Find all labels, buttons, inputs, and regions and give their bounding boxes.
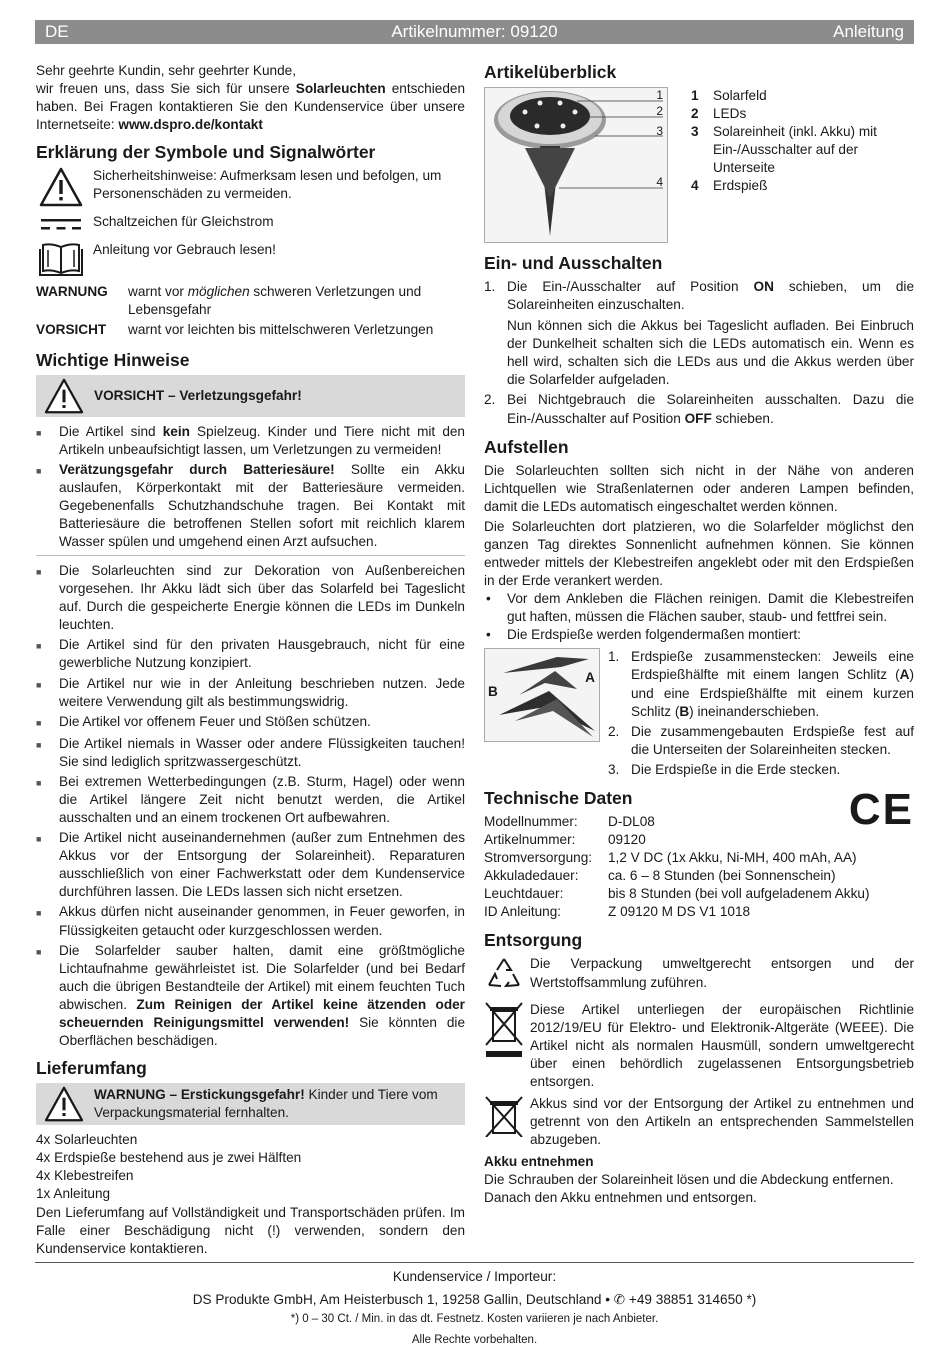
list-item: ■ Die Artikel nur wie in der Anleitung beschrieben nutzen. Jede weitere Verwendung gilt als bestimmungswidrig.: [36, 675, 465, 709]
list-item: ■ Die Artikel sind für den privaten Hausgebrauch, nicht für eine gewerbliche Nutzung konzipiert.: [36, 637, 465, 671]
ground-stake-icon: [485, 649, 599, 741]
left-column: [36, 62, 465, 1258]
tech-title: Technische Daten: [484, 787, 633, 808]
tech-row: Modellnummer: D-DL08: [484, 813, 655, 829]
setup-bullet: • Die Erdspieße werden folgendermaßen montiert:: [486, 627, 801, 643]
scope-item: 4x Klebestreifen: [36, 1168, 134, 1184]
list-item: ■ Die Solarfelder sauber halten, damit eine größtmögliche Lichtaufnahme gewährleistet ist. Die Solarfelder (und bei Bedarf auch die übrigen Bestandteile der Artikel) mit einem feuchten Tuch abwischen. Zum Reinigen der Artikel keine ätzenden oder scheuernden Reinigungsmittel verwenden! Sie könnten die Oberflächen beschädigen.: [36, 942, 465, 1048]
tech-row: Leuchtdauer: bis 8 Stunden (bei voll aufgeladenem Akku): [484, 886, 870, 902]
list-item: ■ Die Artikel nicht auseinandernehmen (außer zum Entnehmen des Akkus vor der Entsorgung der Solareinheit). Reparaturen ausschließlich von einer Fachwerkstatt oder dem Kundenservice durchführen lassen. Die LEDs lassen sich nicht ersetzen.: [36, 830, 465, 900]
symbol-dc: Schaltzeichen für Gleichstrom: [36, 213, 465, 235]
callout-3: 3: [656, 124, 663, 138]
product-illustration: [484, 87, 668, 243]
list-item: ■ Akkus dürfen nicht auseinander genommen, in Feuer geworfen, in Flüssigkeiten getaucht oder kurzgeschlossen werden.: [36, 904, 465, 938]
footer: [35, 1262, 914, 1349]
caution-box: VORSICHT – Verletzungsgefahr!: [36, 375, 465, 417]
disposal-packaging: Die Verpackung umweltgerecht entsorgen und der Wertstoffsammlung zuführen.: [484, 955, 914, 996]
warning-triangle-icon: [40, 1086, 88, 1122]
scope-item: 4x Erdspieße bestehend aus je zwei Hälften: [36, 1150, 302, 1166]
switch-step: 2. Bei Nichtgebrauch die Solareinheiten ausschalten. Dazu die Ein-/Ausschalter auf Position OFF schieben.: [484, 392, 914, 426]
assembly-step: 2. Die zusammengebauten Erdspieße fest auf die Unterseiten der Solareinheiten stecken.: [608, 723, 914, 757]
stake-label-a: A: [585, 670, 595, 686]
callout-2: 2: [656, 104, 663, 118]
switching-title: Ein- und Ausschalten: [484, 253, 663, 273]
signal-caution: VORSICHT warnt vor leichten bis mittelschweren Verletzungen: [36, 322, 434, 338]
part-item: 1 Solarfeld: [691, 88, 767, 103]
divider: [36, 555, 465, 556]
setup-text: Die Solarleuchten dort platzieren, wo die Solarfelder möglichst den ganzen Tag direktes Sonnenlicht aufnehmen können. Sie können entweder mittels der Klebestreifen angeklebt oder mit den Erdspießen in der Erde verankert werden.: [484, 518, 914, 589]
header-bar: [35, 20, 914, 44]
setup-bullet: • Vor dem Ankleben die Flächen reinigen. Damit die Klebestreifen gut haften, müssen die Flächen sauber, staub- und fettfrei sein.: [486, 591, 914, 625]
symbol-manual: Anleitung vor Gebrauch lesen!: [36, 241, 465, 277]
tech-section: [484, 784, 914, 921]
scope-item: 1x Anleitung: [36, 1186, 111, 1202]
overview-section: [484, 87, 914, 243]
battery-removal-text: Die Schrauben der Solareinheit lösen und die Abdeckung entfernen. Danach den Akku entnehmen und entsorgen.: [484, 1172, 894, 1206]
part-item: 3 Solareinheit (inkl. Akku) mit Ein-/Ausschalter auf der Unterseite: [691, 124, 877, 176]
parts-list: [691, 87, 914, 243]
switch-step: 1. Die Ein-/Ausschalter auf Position ON schieben, um die Solareinheiten einzuschalten.: [484, 279, 914, 313]
intro-text: wir freuen uns, dass Sie sich für unsere Solarleuchten entschieden haben. Bei Fragen kontaktieren Sie den Kundenservice über unsere Internetseite: www.dspro.de/kontakt: [36, 81, 466, 133]
greeting: Sehr geehrte Kundin, sehr geehrter Kunde,: [36, 63, 296, 78]
warning-triangle-icon: [36, 167, 86, 207]
list-item: ■ Die Artikel niemals in Wasser oder andere Flüssigkeiten tauchen! Sie sind lediglich spritzwassergeschützt.: [36, 735, 465, 769]
list-item: ■ Die Solarleuchten sind zur Dekoration von Außenbereichen vorgesehen. Ihr Akku lädt sich über das Solarfeld bei Tageslicht auf. Durch die gespeicherte Energie können die LEDs im Dunkeln leuchten.: [36, 563, 465, 633]
tech-row: Akkuladedauer: ca. 6 – 8 Stunden (bei Sonnenschein): [484, 868, 836, 884]
right-column: [484, 62, 914, 1207]
article-number: Artikelnummer: 09120: [391, 22, 558, 41]
assembly-step: 3. Die Erdspieße in die Erde stecken.: [608, 761, 841, 777]
list-item: ■ Die Artikel vor offenem Feuer und Stößen schützen.: [36, 713, 371, 729]
document-type: Anleitung: [833, 22, 904, 41]
assembly-steps: [608, 648, 914, 779]
signal-warning: WARNUNG warnt vor möglichen schweren Verletzungen und Lebensgefahr: [36, 284, 422, 318]
footer-cost-note: *) 0 – 30 Ct. / Min. in das dt. Festnetz. Kosten variieren je nach Anbieter.: [290, 1313, 659, 1326]
crossed-bin-icon: [484, 1001, 526, 1091]
scope-note: Den Lieferumfang auf Vollständigkeit und Transportschäden prüfen. Im Falle einer Beschädigung nicht (!) verwenden, sondern den Kundenservice kontaktieren.: [36, 1204, 465, 1256]
switch-note: Nun können sich die Akkus bei Tageslicht aufladen. Bei Einbruch der Dunkelheit schalten sich die LEDs automatisch ein. Wenn es hell wird, schalten sich die LEDs aus und die Akkus werden über die Solarfelder aufgeladen.: [507, 318, 914, 388]
list-item: ■ Bei extremen Wetterbedingungen (z.B. Sturm, Hagel) oder wenn die Artikel längere Zeit nicht benutzt werden, die Artikel ausschalten und an einem trockenen Ort aufbewahren.: [36, 773, 465, 826]
stake-assembly: [484, 648, 914, 779]
disposal-battery: Akkus sind vor der Entsorgung der Artikel zu entnehmen und getrennt von den Artikeln an entsprechenden Sammelstellen abzugeben.: [484, 1095, 914, 1149]
setup-title: Aufstellen: [484, 436, 569, 457]
ce-mark-icon: CE: [848, 784, 914, 834]
tech-row: ID Anleitung: Z 09120 M DS V1 1018: [484, 904, 751, 920]
overview-title: Artikelüberblick: [484, 62, 617, 82]
stake-label-b: B: [488, 684, 498, 700]
list-item: ■ Die Artikel sind kein Spielzeug. Kinder und Tiere nicht mit den Artikeln unbeaufsichtigt lassen, um Verletzungen zu vermeiden!: [36, 423, 465, 457]
setup-text: Die Solarleuchten sollten sich nicht in der Nähe von anderen Lichtquellen wie Straßenlaternen oder anderen Lampen befinden, damit die LEDs automatisch eingeschaltet werden können.: [484, 462, 914, 514]
warning-triangle-icon: [40, 378, 88, 414]
scope-title: Lieferumfang: [36, 1058, 147, 1079]
symbols-title: Erklärung der Symbole und Signalwörter: [36, 142, 376, 163]
solar-light-icon: [485, 88, 667, 242]
hints-title: Wichtige Hinweise: [36, 349, 190, 370]
callout-1: 1: [656, 88, 663, 102]
tech-row: Stromversorgung: 1,2 V DC (1x Akku, Ni-MH, 400 mAh, AA): [484, 850, 857, 866]
list-item: ■ Verätzungsgefahr durch Batteriesäure! Sollte ein Akku auslaufen, Körperkontakt mit der Batteriesäure vermeiden. Gegebenenfalls Schutzhandschuhe tragen. Bei Kontakt mit Batteriesäure die betroffenen Stellen sofort mit reichlich klarem Wasser spülen und umgehend einen Arzt aufsuchen.: [36, 461, 465, 550]
assembly-step: 1. Erdspieße zusammenstecken: Jeweils eine Erdspießhälfte mit einem langen Schlitz (A) und eine Erdspießhälfte mit einem kurzen Schlitz (B) ineinanderschieben.: [608, 649, 914, 719]
choking-warning-box: WARNUNG – Erstickungsgefahr! Kinder und Tiere vom Verpackungsmaterial fernhalten.: [36, 1083, 465, 1125]
language-code: DE: [45, 22, 69, 41]
crossed-bin-icon: [484, 1095, 526, 1149]
recycling-icon: [484, 955, 526, 996]
footer-address: DS Produkte GmbH, Am Heisterbusch 1, 19258 Gallin, Deutschland • ✆ +49 38851 314650 *): [192, 1292, 757, 1308]
contact-link[interactable]: www.dspro.de/kontakt: [118, 117, 263, 133]
battery-removal-title: Akku entnehmen: [484, 1154, 594, 1170]
footer-rights: Alle Rechte vorbehalten.: [411, 1334, 538, 1347]
scope-item: 4x Solarleuchten: [36, 1132, 138, 1148]
symbol-safety: Sicherheitshinweise: Aufmerksam lesen und befolgen, um Personenschäden zu vermeiden.: [36, 167, 465, 207]
part-item: 4 Erdspieß: [691, 178, 768, 194]
part-item: 2 LEDs: [691, 106, 747, 122]
direct-current-icon: [36, 213, 86, 235]
tech-row: Artikelnummer: 09120: [484, 832, 646, 848]
open-book-icon: [36, 241, 86, 277]
disposal-title: Entsorgung: [484, 930, 583, 951]
footer-service: Kundenservice / Importeur:: [392, 1269, 557, 1284]
stake-illustration: [484, 648, 600, 742]
callout-4: 4: [656, 175, 663, 189]
disposal-weee: Diese Artikel unterliegen der europäischen Richtlinie 2012/19/EU für Elektro- und Elektronik-Altgeräte (WEEE). Die Artikel nicht als normalen Hausmüll, sondern umweltgerecht über einen behördlich zugelassenen Entsorgungsbetrieb entsorgen.: [484, 1001, 914, 1091]
